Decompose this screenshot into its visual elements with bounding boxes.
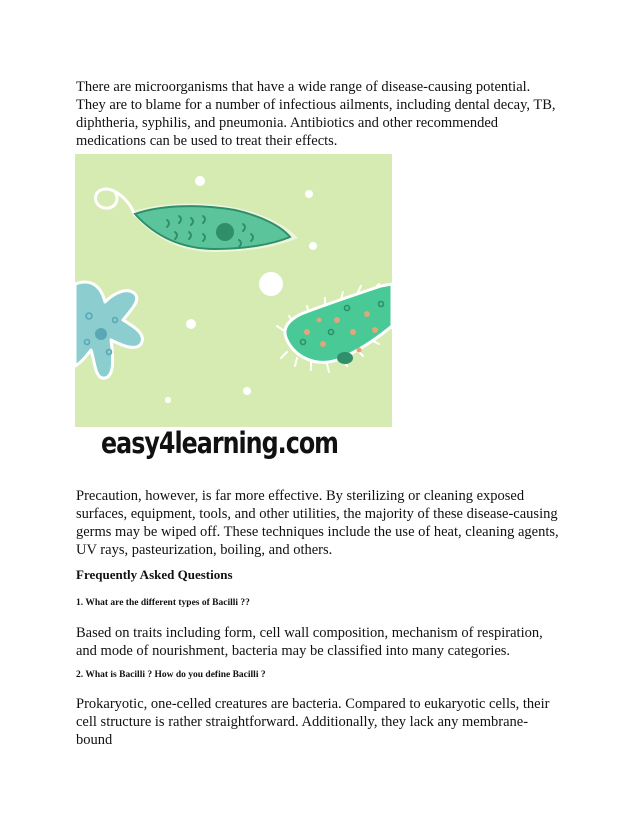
faq-answer-2: Prokaryotic, one-celled creatures are bacteria. Compared to eukaryotic cells, their cell structure is rather straightforward. Additionally, they lack any membrane-bound (76, 696, 550, 748)
precaution-paragraph: Precaution, however, is far more effective. By sterilizing or cleaning exposed surfaces, equipment, tools, and other utilities, the majority of these disease-causing germs may be wiped off. These techniques include the use of heat, cleaning agents, UV rays, pasteurization, boiling, and others. (76, 488, 559, 558)
faq-heading: Frequently Asked Questions (76, 567, 233, 582)
microorganism-illustration (75, 154, 392, 427)
intro-paragraph: There are microorganisms that have a wide range of disease-causing potential. They are to blame for a number of infectious ailments, including dental decay, TB, diphtheria, syphilis, and pneumonia. Antibiotics and other recommended medications can be used to treat their effects. (76, 79, 556, 149)
faq-question-1: 1. What are the different types of Bacilli ?? (76, 598, 250, 608)
faq-answer-1: Based on traits including form, cell wall composition, mechanism of respiration, and mode of nourishment, bacteria may be classified into many categories. (76, 625, 543, 659)
watermark-text: easy4learning.com (101, 426, 338, 460)
faq-question-2: 2. What is Bacilli ? How do you define Bacilli ? (76, 670, 266, 680)
